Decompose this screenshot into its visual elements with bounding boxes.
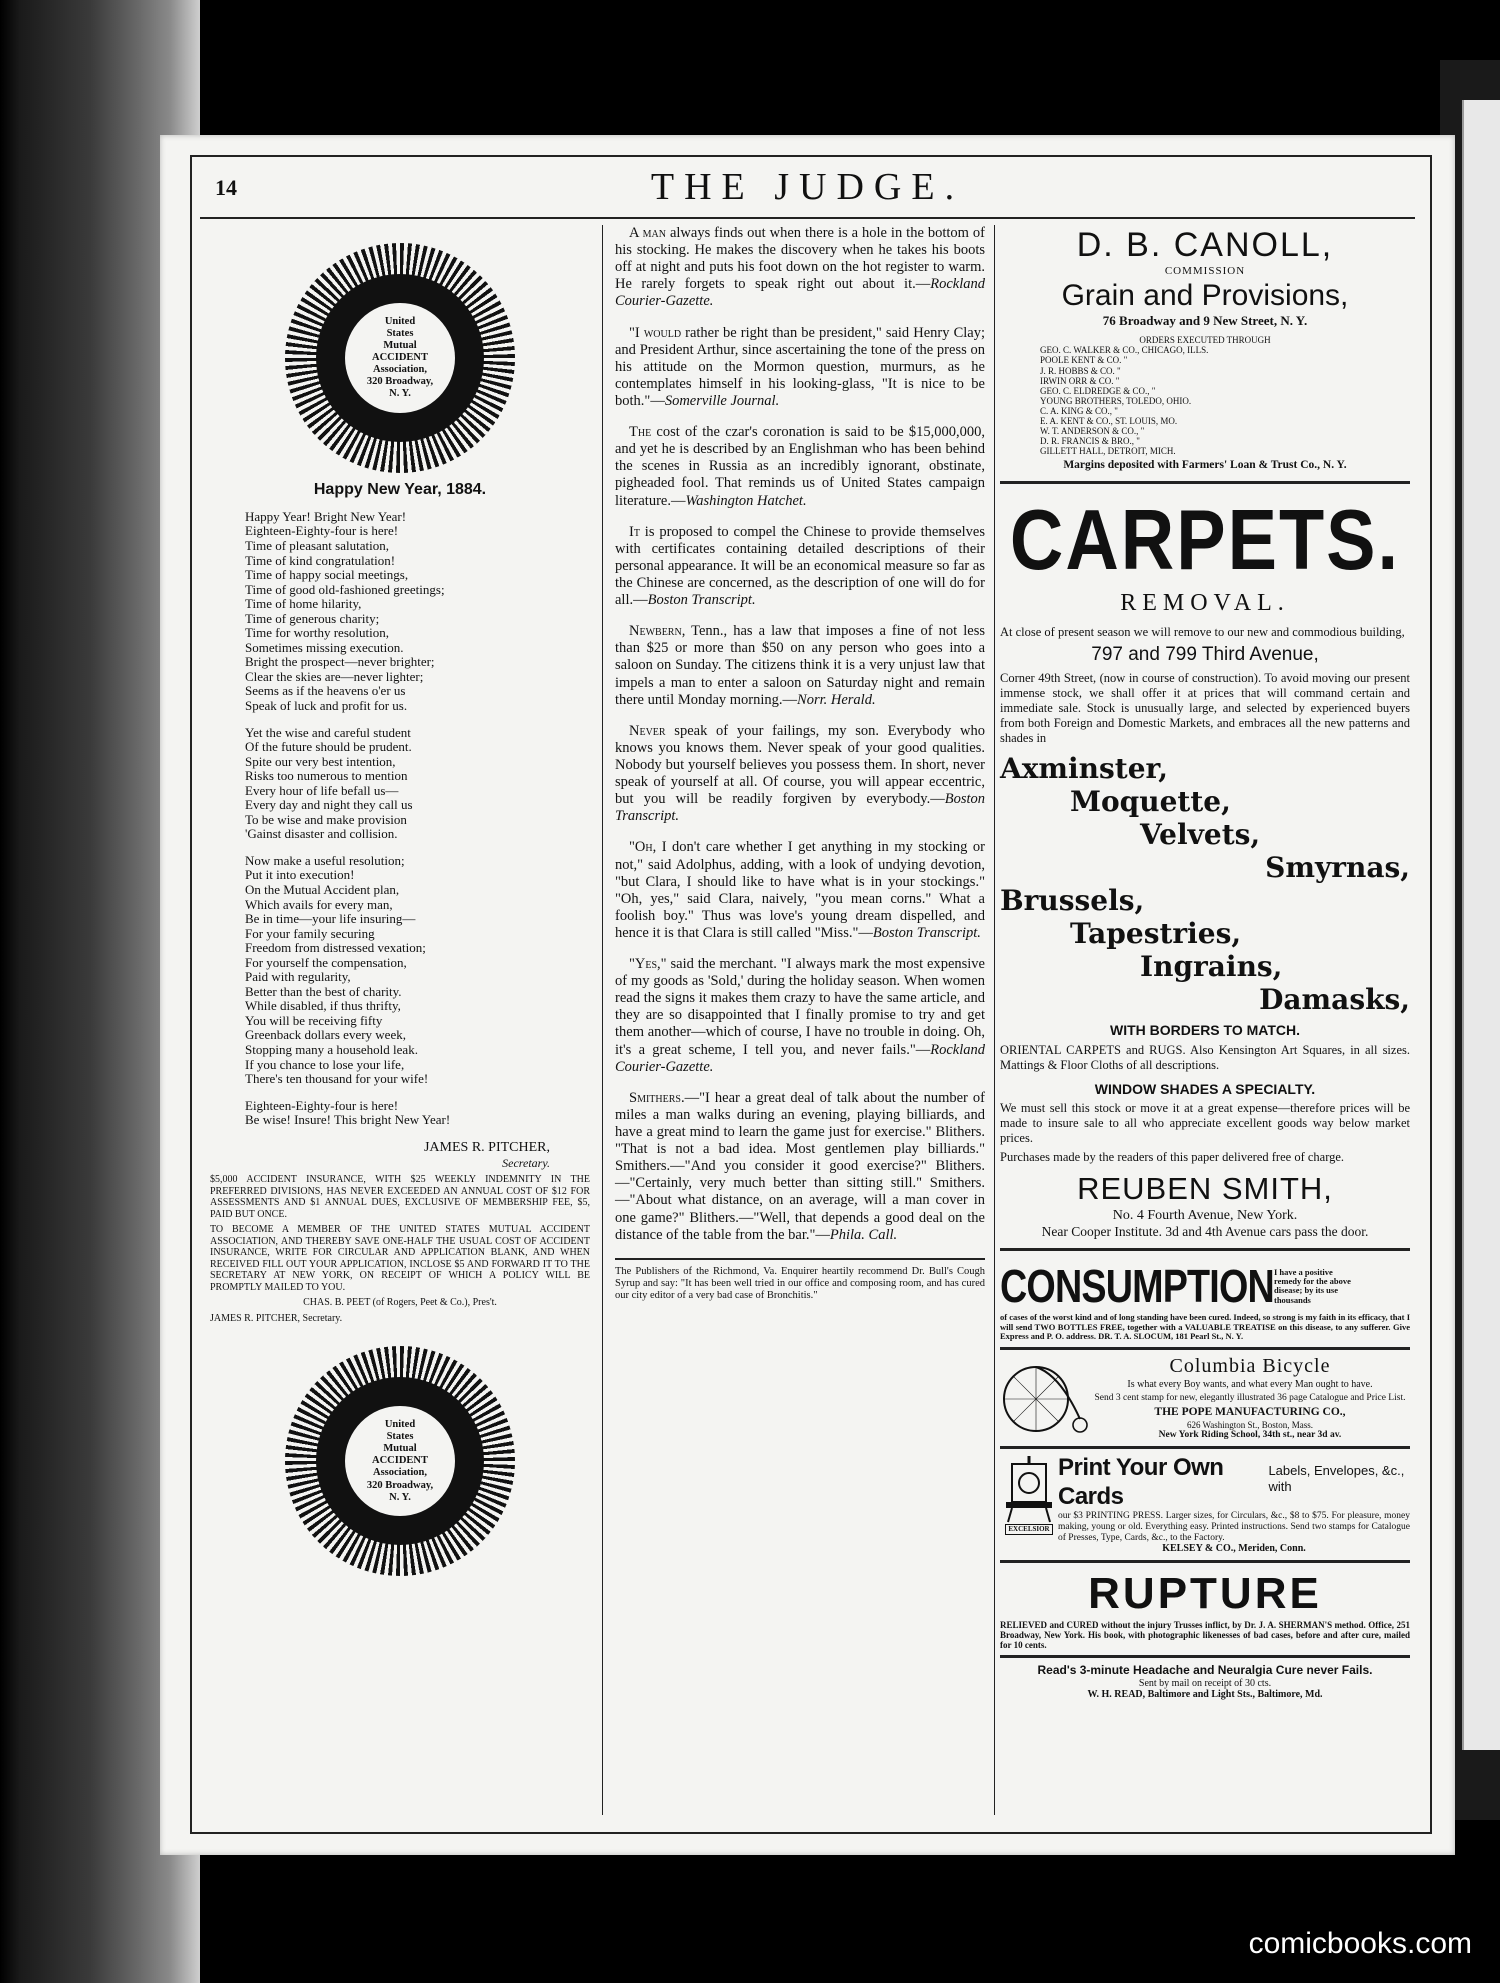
text-line: Better than the best of charity. [245, 983, 402, 999]
paragraph-6: Never speak of your failings, my son. Everybody who knows you knows them. Never speak of your good qualities. Nobody but yourself believes you possess them. In short, never speak of yourself at all. Of course, you will appear eccentric, but you will be readily forgiven by everybody.—Boston Transcript. [615, 722, 985, 825]
text-line: Risks too numerous to mention [245, 768, 408, 784]
carpets-intro: At close of present season we will remove to our new and commodious building, [1000, 625, 1405, 640]
text-line: GILLETT HALL, DETROIT, MICH. [1040, 446, 1176, 457]
text-line: Happy Year! Bright New Year! [245, 508, 407, 524]
text-line: Freedom from distressed vexation; [245, 940, 426, 956]
text-line: J. R. HOBBS & CO. " [1040, 365, 1121, 376]
officer-secretary: JAMES R. PITCHER, Secretary. [210, 1312, 343, 1324]
kind-damasks: Damasks, [1259, 983, 1410, 1017]
text-line: For yourself the compensation, [245, 954, 407, 970]
press-illustration [1000, 1454, 1058, 1555]
text-line: Eighteen-Eighty-four is here! [245, 523, 399, 539]
text-line: You will be receiving fifty [245, 1012, 383, 1028]
consumption-ad [1000, 1259, 1410, 1342]
column-humor [615, 225, 985, 1302]
canoll-address: 76 Broadway and 9 New Street, N. Y. [1102, 313, 1308, 329]
carpets-purchases: Purchases made by the readers of this paper delivered free of charge. [1000, 1150, 1345, 1165]
poem-stanza [245, 1099, 590, 1128]
bicycle-company: THE POPE MANUFACTURING CO., [1154, 1406, 1346, 1418]
masthead: THE JUDGE. [650, 166, 965, 208]
association-seal-top [285, 243, 515, 473]
carpets-oriental: ORIENTAL CARPETS and RUGS. Also Kensington Art Squares, in all sizes. Mattings & Floor Cloths of all descriptions. [1000, 1042, 1410, 1072]
paragraph-9: Smithers.—"I hear a great deal of talk about the number of miles a man walks during an evening, playing billiards, and have a great mind to learn the game just for exercise." Blithers. "That is not a bad idea. Most gentlemen play billiards." Smithers.—"And you consider it good exercise?" Blithers.—"Certainly, very much better than sitting still." Smithers.—"About what distance, on an average, will a man cover in one game?" Blithers.—"Well, that depends a good deal on the distance of the table from the bar."—Phila. Call. [615, 1089, 985, 1243]
ad-divider [1000, 1446, 1410, 1449]
masthead-rule [200, 217, 1415, 219]
carpets-removal: REMOVAL. [1120, 590, 1290, 617]
paragraph-1: A man always finds out when there is a hole in the bottom of his stocking. He makes the discovery when he takes his boots off at night and puts his foot down on the hot register to warm. He rarely forgets to speak right out about it.—Rockland Courier-Gazette. [615, 225, 985, 310]
text-line: Put it into execution! [245, 867, 355, 883]
text-line: Seems as if the heavens o'er us [245, 683, 406, 699]
text-line: POOLE KENT & CO. " [1040, 355, 1128, 366]
kind-smyrnas: Smyrnas, [1265, 850, 1410, 884]
text-line: To be wise and make provision [245, 811, 407, 827]
text-line: Greenback dollars every week, [245, 1027, 406, 1043]
text-line: Every day and night they call us [245, 797, 413, 813]
ad-divider [1000, 1347, 1410, 1350]
printing-press-ad [1000, 1454, 1410, 1555]
paragraph-2: "I would rather be right than be president," said Henry Clay; and President Arthur, since ascertaining the tone of the press on his attitude on the Mormon question, murmurs, as he contemplates himself in his looking-glass, "It is nice to be both."—Somerville Journal. [615, 324, 985, 409]
ad-divider [1000, 1560, 1410, 1563]
seal-text: United States Mutual ACCIDENT Association, 320 Broadway, N. Y. [345, 1406, 455, 1516]
text-line: Time of happy social meetings, [245, 567, 409, 583]
text-line: If you chance to lose your life, [245, 1056, 405, 1072]
reuben-smith-near: Near Cooper Institute. 3d and 4th Avenue cars pass the door. [1041, 1224, 1369, 1240]
rupture-title: RUPTURE [1088, 1569, 1322, 1619]
press-badge: EXCELSIOR [1005, 1524, 1052, 1534]
paragraph-8: "Yes," said the merchant. "I always mark the most expensive of my goods as 'Sold,' during the holiday season. When women read the signs it makes them crazy to have the same article, and they are so disappointed that I finally promise to try and get them another—which of course, I have no trouble in doing. Oh, it's a great scheme, I tell you, and never fails."—Rockland Courier-Gazette. [615, 956, 985, 1075]
text-line: D. R. FRANCIS & BRO., " [1040, 436, 1140, 447]
insurance-terms: $5,000 ACCIDENT INSURANCE, WITH $25 WEEKLY INDEMNITY IN THE PREFERRED DIVISIONS, HAS NEVER EXCEEDED AN ANNUAL COST OF $12 FOR ASSESSMENTS AND $1 ANNUAL DUES, EXCLUSIVE OF MEMBERSHIP FEE, $5, PAID BUT ONCE. [210, 1174, 590, 1220]
text-line: For your family securing [245, 925, 375, 941]
text-line: Time for worthy resolution, [245, 625, 389, 641]
text-line: Sometimes missing execution. [245, 639, 404, 655]
text-line: Time of pleasant salutation, [245, 537, 389, 553]
kind-brussels: Brussels, [1000, 883, 1145, 917]
text-line: YOUNG BROTHERS, TOLEDO, OHIO. [1040, 395, 1192, 406]
bicycle-school: New York Riding School, 34th st., near 3d av. [1158, 1430, 1342, 1441]
consumption-body: of cases of the worst kind and of long standing have been cured. Indeed, so strong is my faith in its efficacy, that I will send TWO BOTTLES FREE, together with a VALUABLE TREATISE on this disease, to any sufferer. Give Express and P. O. address. DR. T. A. SLOCUM, 181 Pearl St., N. Y. [1000, 1312, 1410, 1342]
read-line2: W. H. READ, Baltimore and Light Sts., Baltimore, Md. [1087, 1689, 1323, 1701]
text-line: On the Mutual Accident plan, [245, 882, 400, 897]
poem-stanza [245, 726, 590, 842]
canoll-ad [1000, 225, 1410, 473]
column-advertisements [1000, 225, 1410, 1701]
ad-divider [1000, 1655, 1410, 1658]
text-line: W. T. ANDERSON & CO., " [1040, 426, 1145, 437]
site-watermark: comicbooks.com [1248, 1927, 1472, 1960]
text-line: Time of good old-fashioned greetings; [245, 581, 445, 597]
text-line: C. A. KING & CO., " [1040, 405, 1118, 416]
text-line: Speak of luck and profit for us. [245, 697, 408, 713]
membership-instructions: TO BECOME A MEMBER OF THE UNITED STATES MUTUAL ACCIDENT ASSOCIATION, AND THEREBY SAVE ONE-HALF THE USUAL COST OF ACCIDENT INSURANCE, WRITE FOR CIRCULAR AND APPLICATION BLANK, AND WHEN RECEIVED FILL OUT YOUR APPLICATION, INCLOSE $5 AND FORWARD IT TO THE SECRETARY AT NEW YORK, ON RECEIPT OF WHICH A POLICY WILL BE PROMPTLY MAILED TO YOU. [210, 1224, 590, 1293]
paragraph-7: "Oh, I don't care whether I get anything in my stocking or not," said Adolphus, adding, with a look of undying devotion, "but Clara, I should like to have what is in your stockings." "Oh, yes," said Clara, naively, "you mean corns." What a foolish boy." Thus was love's young dream dispelled, and hence it is that Clara is still called "Miss."—Boston Transcript. [615, 839, 985, 941]
carpets-ad [1000, 491, 1410, 1240]
rupture-ad [1000, 1568, 1410, 1650]
seal-text: United States Mutual ACCIDENT Association, 320 Broadway, N. Y. [345, 303, 455, 413]
kind-tapestries: Tapestries, [1070, 917, 1242, 951]
kind-velvets: Velvets, [1140, 817, 1261, 851]
carpets-address: 797 and 799 Third Avenue, [1091, 644, 1319, 666]
cough-syrup-notice: The Publishers of the Richmond, Va. Enquirer heartily recommend Dr. Bull's Cough Syrup and say: "It has been well tried in our office and composing room, and has cured our city editor of a very bad case of Bronchitis." [615, 1258, 985, 1302]
column-rule-2 [994, 225, 995, 1815]
kind-ingrains: Ingrains, [1140, 950, 1283, 984]
penny-farthing-icon [1000, 1355, 1090, 1435]
press-title: Print Your Own Cards [1058, 1454, 1224, 1510]
text-line: Bright the prospect—never brighter; [245, 654, 435, 670]
canoll-orders: ORDERS EXECUTED THROUGH [1139, 334, 1271, 345]
paragraph-3: The cost of the czar's coronation is said to be $15,000,000, and yet he is described by an Englishman who has been behind the scenes in Russia as an incredibly ignorant, obstinate, pigheaded fool. That reminds us of United States campaign literature.—Washington Hatchet. [615, 424, 985, 509]
carpets-title: CARPETS. [1009, 491, 1401, 588]
text-line: 'Gainst disaster and collision. [245, 826, 398, 842]
facing-page-strip [1462, 100, 1500, 1750]
text-line: There's ten thousand for your wife! [245, 1071, 429, 1087]
carpets-body: Corner 49th Street, (now in course of construction). To avoid moving our present immense stock, we shall offer it at prices that will command certain and immediate sale. Stock is unusually large, and selected by experienced buyers from both Foreign and Domestic Markets, and embraces all the new patterns and shades in [1000, 670, 1410, 745]
consumption-title: CONSUMPTION [1000, 1260, 1274, 1313]
poem-signature: JAMES R. PITCHER, [423, 1139, 550, 1155]
carpet-kinds [1000, 752, 1410, 1016]
text-line: Paid with regularity, [245, 969, 351, 985]
paragraph-5: Newbern, Tenn., has a law that imposes a fine of not less than $25 or more than $50 on any person who goes into a saloon on Sunday. The citizens think it is a very unjust law that impels a man to enter a saloon on Saturday night and remain there until Monday morning.—Norr. Herald. [615, 623, 985, 708]
poem-stanza [245, 854, 590, 1087]
poem-title: Happy New Year, 1884. [313, 481, 487, 498]
text-line: Every hour of life befall us— [245, 782, 399, 798]
canoll-name: D. B. CANOLL, [1076, 226, 1334, 264]
carpets-borders: WITH BORDERS TO MATCH. [1109, 1022, 1301, 1039]
ad-divider [1000, 1248, 1410, 1251]
text-line: IRWIN ORR & CO. " [1040, 375, 1120, 386]
text-line: Time of generous charity; [245, 610, 380, 626]
carpets-shades: WINDOW SHADES A SPECIALTY. [1094, 1080, 1316, 1097]
text-line: Be in time—your life insuring— [245, 911, 416, 927]
text-line: Of the future should be prudent. [245, 739, 412, 755]
text-line: Stopping many a household leak. [245, 1042, 418, 1058]
press-side: Labels, Envelopes, &c., with [1268, 1463, 1405, 1494]
kind-axminster: Axminster, [1000, 751, 1169, 785]
paragraph-4: It is proposed to compel the Chinese to provide themselves with certificates containing detailed descriptions of their personal appearance. It will be an economical measure so far as the Chinese are concerned, as the description of one will do for all.—Boston Transcript. [615, 523, 985, 609]
text-line: Eighteen-Eighty-four is here! [245, 1097, 399, 1113]
newspaper-page [160, 135, 1455, 1855]
page-number: 14 [215, 175, 237, 200]
reuben-smith-address: No. 4 Fourth Avenue, New York. [1112, 1207, 1298, 1223]
text-line: GEO. C. WALKER & CO., CHICAGO, ILLS. [1040, 345, 1209, 356]
column-insurance [210, 225, 590, 1584]
read-title: Read's 3-minute Headache and Neuralgia Cure never Fails. [1037, 1663, 1373, 1678]
bicycle-address: 626 Washington St., Boston, Mass. [1186, 1419, 1314, 1430]
kind-moquette: Moquette, [1070, 784, 1231, 818]
bicycle-title: Columbia Bicycle [1169, 1354, 1331, 1377]
text-line: E. A. KENT & CO., ST. LOUIS, MO. [1040, 415, 1178, 426]
bicycle-line2: Send 3 cent stamp for new, elegantly illustrated 36 page Catalogue and Price List. [1094, 1392, 1406, 1403]
poem-stanza [245, 510, 590, 714]
ad-divider [1000, 481, 1410, 484]
printing-press-icon [1002, 1454, 1056, 1524]
text-line: Which avails for every man, [245, 896, 393, 912]
text-line: Be wise! Insure! This bright New Year! [245, 1112, 451, 1128]
canoll-margins: Margins deposited with Farmers' Loan & Trust Co., N. Y. [1063, 459, 1347, 472]
column-rule-1 [602, 225, 603, 1815]
text-line: Yet the wise and careful student [245, 724, 411, 740]
reuben-smith-name: REUBEN SMITH, [1077, 1171, 1333, 1207]
rupture-body: RELIEVED and CURED without the injury Trusses inflict, by Dr. J. A. SHERMAN'S method. Office, 251 Broadway, New York. His book, with photographic likenesses of bad cases, before and after cure, mailed for 10 cents. [1000, 1620, 1410, 1651]
officer-president: CHAS. B. PEET (of Rogers, Peet & Co.), Pres't. [303, 1297, 497, 1309]
press-body: our $3 PRINTING PRESS. Larger sizes, for Circulars, &c., $8 to $75. For pleasure, money making, young or old. Everything easy. Printed instructions. Send two stamps for Catalogue of Presses, Type, Cards, &c., to the Factory. [1058, 1511, 1410, 1543]
bicycle-line1: Is what every Boy wants, and what every Man ought to have. [1127, 1378, 1373, 1390]
text-line: Clear the skies are—never lighter; [245, 668, 424, 684]
association-seal-bottom [285, 1346, 515, 1576]
canoll-trade: Grain and Provisions, [1061, 279, 1349, 313]
text-line: Time of home hilarity, [245, 596, 362, 612]
read-line1: Sent by mail on receipt of 30 cts. [1138, 1677, 1272, 1689]
press-maker: KELSEY & CO., Meriden, Conn. [1162, 1543, 1306, 1555]
bicycle-ad [1000, 1355, 1410, 1441]
text-line: While disabled, if thus thrifty, [245, 998, 401, 1014]
consumption-side: I have a positive remedy for the above disease; by its use thousands [1274, 1266, 1351, 1305]
read-cure-ad [1000, 1663, 1410, 1701]
canoll-firms [1040, 345, 1410, 456]
text-line: Spite our very best intention, [245, 753, 396, 769]
carpets-sell: We must sell this stock or move it at a great expense—therefore prices will be made to insure sale to all who appreciate excellent goods way below market prices. [1000, 1101, 1410, 1146]
poem-signature-title: Secretary. [502, 1156, 550, 1171]
text-line: GEO. C. ELDREDGE & CO., " [1040, 385, 1156, 396]
text-line: Now make a useful resolution; [245, 852, 405, 868]
canoll-commission: COMMISSION [1164, 265, 1246, 278]
text-line: Time of kind congratulation! [245, 552, 396, 568]
